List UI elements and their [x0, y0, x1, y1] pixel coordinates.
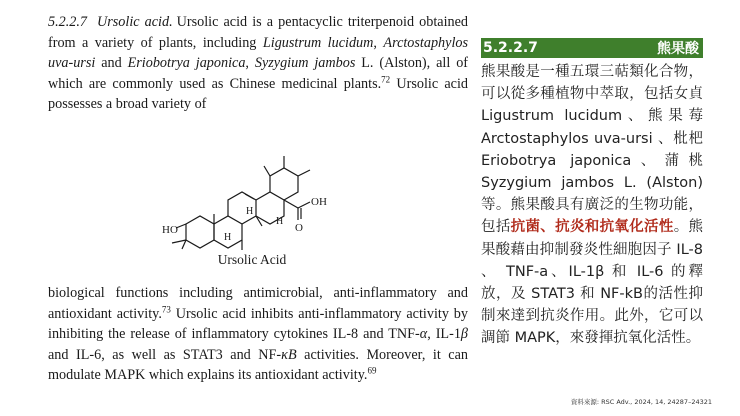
- article-excerpt: [48, 12, 468, 115]
- article-paragraph-1: [48, 12, 468, 115]
- text-run: and: [95, 55, 128, 72]
- italic-term: Arctostaphylos uva-ursi: [48, 34, 468, 72]
- text-run: Ursolic acid possesses a broad variety of: [48, 75, 468, 113]
- chemical-structure-drawing: [162, 128, 342, 250]
- italic-term: Ligustrum lucidum: [262, 34, 374, 51]
- citation-marker: 73: [161, 303, 171, 314]
- citation-marker: 69: [367, 365, 377, 376]
- italic-term: Eriobotrya japonica: [127, 55, 246, 72]
- summary-segment: 。熊果酸藉由抑制發炎性細胞因子 IL-8 、 TNF-a、IL-1β 和 IL-6 的釋放，及 STAT3 和 NF-kB的活性抑制來達到抗炎作用。此外，它可以調節 MAPK，來發揮抗氧化活性。: [481, 219, 704, 347]
- text-run: activities. Moreover, it can modulate MAPK which explains its antioxidant activity.: [48, 346, 468, 384]
- text-run: ,: [245, 55, 255, 72]
- citation-marker: 72: [381, 74, 391, 85]
- text-run: L. (Alston), all of which are commonly used as Chinese medicinal plants.: [48, 55, 469, 92]
- italic-term: Syzygium jambos: [254, 55, 356, 72]
- text-run: biological functions including antimicrobial, anti-inflammatory and antioxidant activity.: [48, 285, 468, 322]
- text-run: , IL-1: [427, 326, 461, 343]
- article-paragraph-2: [48, 283, 468, 386]
- text-run: Ursolic acid is a pentacyclic triterpenoid obtained from a variety of plants, including: [48, 14, 468, 51]
- italic-term: α: [419, 326, 428, 343]
- source-citation: 資料來源: RSC Adv., 2024, 14, 24287–24321: [570, 398, 712, 406]
- oh-label: OH: [311, 196, 327, 208]
- chinese-summary-panel: [481, 38, 703, 350]
- h-label-d: H: [276, 216, 284, 227]
- text-run: and IL-6, as well as STAT3 and NF-: [48, 346, 282, 363]
- text-run: Ursolic acid inhibits anti-inflammatory activity by inhibiting the release of inflammatory cytokines IL-8 and TNF-: [48, 305, 468, 343]
- italic-term: β: [460, 326, 468, 343]
- ho-label: HO: [162, 224, 178, 236]
- ursolic-acid-structure: [162, 128, 342, 270]
- h-label-c: H: [246, 206, 254, 217]
- o-label: O: [295, 222, 303, 234]
- banner-number: 5.2.2.7: [483, 40, 538, 56]
- h-label-b: H: [224, 232, 232, 243]
- section-number: 5.2.2.7: [48, 14, 88, 30]
- italic-term: κB: [281, 346, 297, 363]
- section-title: Ursolic acid.: [97, 14, 173, 30]
- chinese-summary-text: [481, 61, 703, 350]
- figure-caption: Ursolic Acid: [217, 252, 287, 267]
- banner-title: 熊果酸: [657, 41, 699, 57]
- section-banner: [481, 38, 703, 58]
- article-continuation: [48, 283, 468, 386]
- text-run: ,: [373, 34, 384, 51]
- summary-segment: 熊果酸是一種五環三萜類化合物，可以從多種植物中萃取，包括女貞 Ligustrum lucidum、熊果莓 Arctostaphylos uva-ursi 、枇杷 Eriobotrya japonica、蒲桃 Syzygium jambos L. (Alston)等。熊果酸具有廣泛的生物功能，包括: [481, 64, 703, 236]
- highlighted-phrase: 抗菌、抗炎和抗氧化活性: [510, 219, 674, 236]
